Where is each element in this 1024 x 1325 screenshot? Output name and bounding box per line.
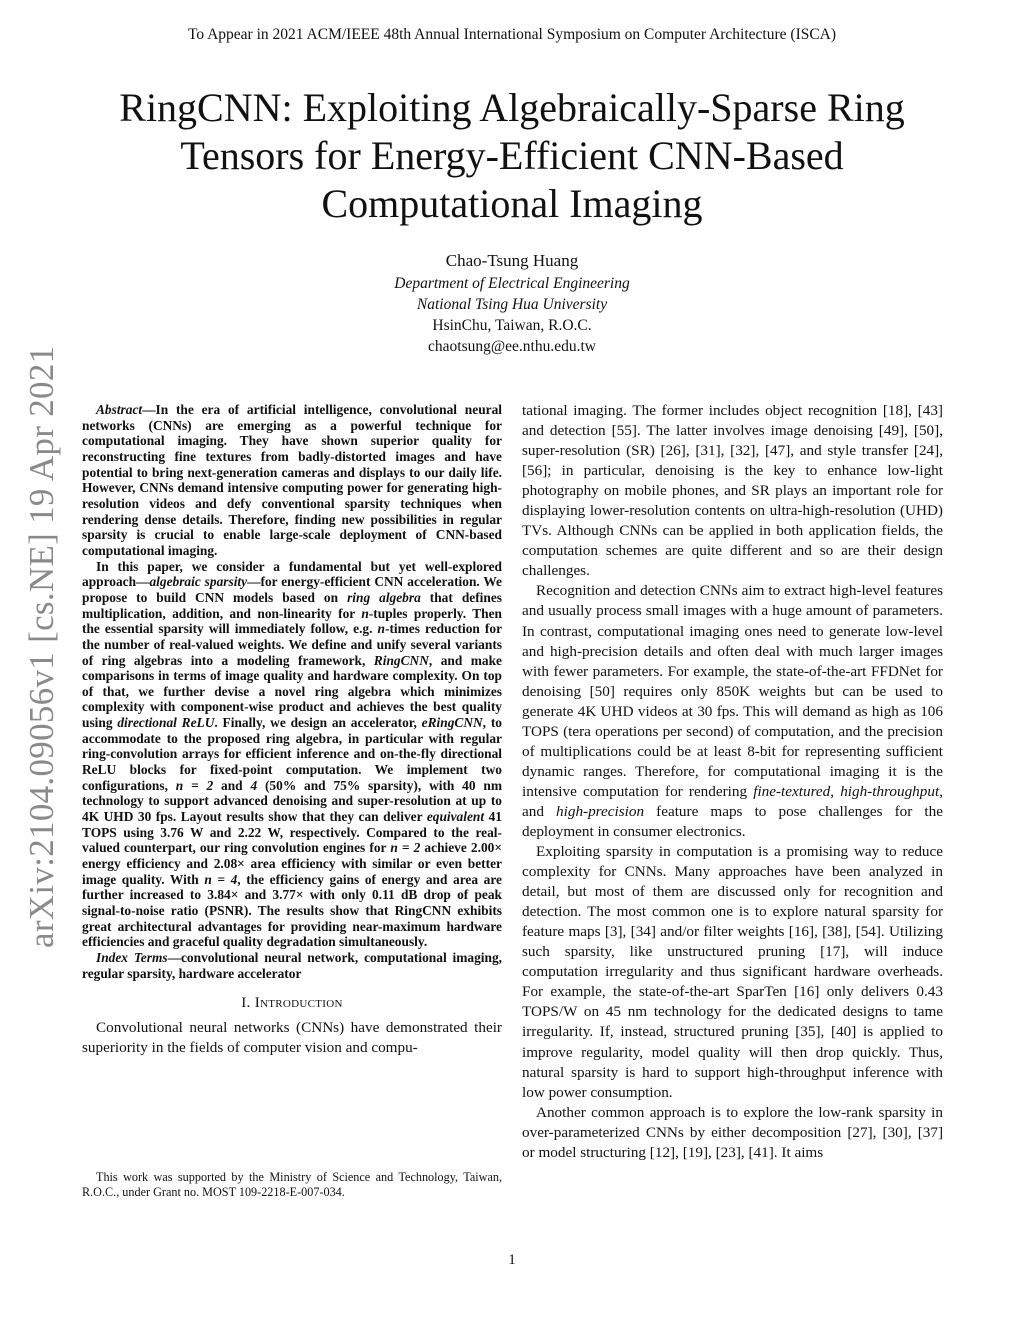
venue-header: To Appear in 2021 ACM/IEEE 48th Annual International Symposium on Computer Architecture (ISCA)	[187, 26, 837, 43]
arxiv-identifier-stamp[interactable]: arXiv:2104.09056v1 [cs.NE] 19 Apr 2021	[22, 345, 61, 948]
page-number: 1	[508, 1252, 516, 1268]
left-column	[82, 402, 502, 1058]
paper-title: RingCNN: Exploiting Algebraically-Sparse Ring Tensors for Energy-Efficient CNN-Based Computational Imaging	[119, 85, 905, 226]
author-name: Chao-Tsung Huang	[445, 251, 579, 270]
author-university: National Tsing Hua University	[416, 296, 608, 313]
body-paragraph-4: Another common approach is to explore the low-rank sparsity in over-parameterized CNNs by either decomposition [27], [30], [37] or model structuring [12], [19], [23], [41]. It aims	[522, 1103, 943, 1161]
index-terms-text: —convolutional neural network, computational imaging, regular sparsity, hardware accelerator	[82, 949, 503, 981]
intro-paragraph-1: Convolutional neural networks (CNNs) have demonstrated their superiority in the fields of computer vision and compu-	[82, 1019, 502, 1057]
abstract-paragraph-2: In this paper, we consider a fundamental but yet well-explored approach—algebraic sparsity—for energy-efficient CNN acceleration. We propose to build CNN models based on ring algebra that defines multiplication, addition, and non-linearity for n-tuples properly. Then the essential sparsity will immediately follow, e.g. n-times reduction for the number of real-valued weights. We define and unify several variants of ring algebras into a modeling framework, RingCNN, and make comparisons in terms of image quality and hardware complexity. On top of that, we further devise a novel ring algebra which minimizes complexity with component-wise product and achieves the best quality using directional ReLU. Finally, we design an accelerator, eRingCNN, to accommodate to the proposed ring algebra, in particular with regular ring-convolution arrays for efficient inference and on-the-fly directional ReLU blocks for fixed-point computation. We implement two configurations, n = 2 and 4 (50% and 75% sparsity), with 40 nm technology to support advanced denoising and super-resolution at up to 4K UHD 30 fps. Layout results show that they can deliver equivalent 41 TOPS using 3.76 W and 2.22 W, respectively. Compared to the real-valued counterpart, our ring convolution engines for n = 2 achieve 2.00× energy efficiency and 2.08× area efficiency with similar or even better image quality. With n = 4, the efficiency gains of energy and area are further increased to 3.84× and 3.77× with only 0.11 dB drop of peak signal-to-noise ratio (PSNR). The results show that RingCNN exhibits great architectural advantages for providing near-maximum hardware efficiencies and graceful quality degradation simultaneously.	[82, 558, 503, 950]
abstract-label: Abstract	[96, 402, 143, 417]
author-department: Department of Electrical Engineering	[394, 275, 630, 292]
index-terms	[82, 950, 502, 981]
abstract-text-1: —In the era of artificial intelligence, convolutional neural networks (CNNs) are emerging as a powerful technique for computational imaging. They have shown superior quality for reconstructing fine textures from badly-distorted images and have potential to bring next-generation cameras and displays to our daily life. However, CNNs demand intensive computing power for generating high-resolution videos and defy conventional sparsity techniques when rendering dense details. Therefore, finding new possibilities in regular sparsity is crucial to enable large-scale deployment of CNN-based computational imaging.	[82, 402, 502, 558]
author-block	[0, 249, 1024, 357]
author-location: HsinChu, Taiwan, R.O.C.	[432, 317, 592, 334]
section-heading-introduction: I. Introduction	[241, 995, 343, 1012]
abstract	[82, 402, 502, 981]
index-terms-label: Index Terms	[96, 949, 168, 965]
body-paragraph-1: tational imaging. The former includes object recognition [18], [43] and detection [55]. The latter involves image denoising [49], [50], super-resolution (SR) [26], [31], [32], [47], and style transfer [24], [56]; in particular, denoising is the key to enhance low-light photography on mobile phones, and SR plays an important role for displaying lower-resolution contents on ultra-high-resolution (UHD) TVs. Although CNNs can be applied in both application fields, the computation schemes are quite different and so are their design challenges.	[522, 402, 943, 580]
abstract-paragraph-1	[82, 402, 502, 559]
author-email[interactable]: chaotsung@ee.nthu.edu.tw	[428, 338, 596, 355]
body-paragraph-3: Exploiting sparsity in computation is a promising way to reduce complexity for CNNs. Many approaches have been analyzed in detail, but most of them are discussed only for recognition and detection. The most common one is to explore natural sparsity for feature maps [3], [34] and/or filter weights [16], [38], [54]. Utilizing such sparsity, like unstructured pruning [17], will induce computation irregularity and thus significant hardware overheads. For example, the state-of-the-art SparTen [16] only delivers 0.43 TOPS/W on 45 nm technology for the dedicated designs to tame irregularity. If, instead, structured pruning [35], [40] is applied to improve regularity, model quality will then drop quickly. Thus, natural sparsity is hard to support high-throughput inference with low power consumption.	[522, 843, 943, 1101]
body-paragraph-2: Recognition and detection CNNs aim to extract high-level features and usually process small images with a huge amount of parameters. In contrast, computational imaging ones need to generate low-level and high-precision details and often deal with much larger images with fewer parameters. For example, the state-of-the-art FFDNet for denoising [50] requires only 850K weights but can be used to generate 4K UHD videos at 30 fps. This will demand as high as 106 TOPS (tera operations per second) of computation, and the precision of multiplications could be at least 8-bit for representing sufficient dynamic ranges. Therefore, for computational imaging it is the intensive computation for rendering fine-textured, high-throughput, and high-precision feature maps to pose challenges for the deployment in consumer electronics.	[522, 582, 943, 840]
funding-footnote: This work was supported by the Ministry of Science and Technology, Taiwan, R.O.C., under Grant no. MOST 109-2218-E-007-034.	[82, 1170, 502, 1199]
right-column	[522, 401, 943, 1163]
